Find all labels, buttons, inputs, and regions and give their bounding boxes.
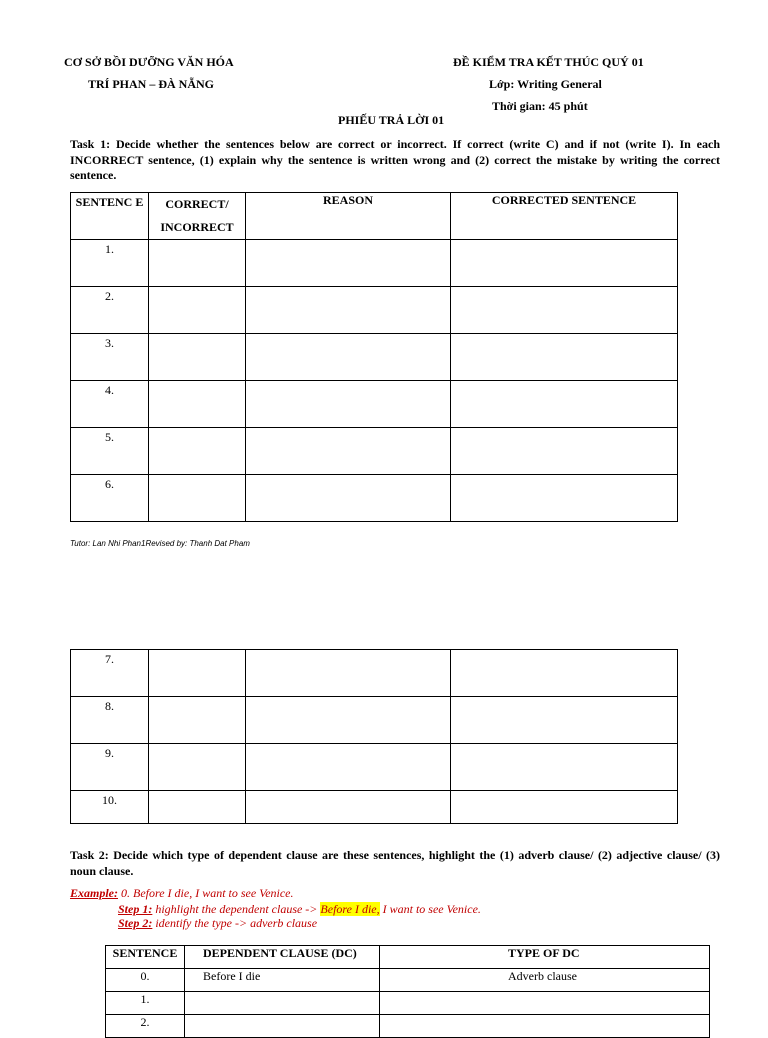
time-line [492, 99, 588, 114]
corrected-cell[interactable] [451, 697, 678, 744]
row-number: 5. [71, 428, 149, 475]
step1-rest: I want to see Venice. [379, 902, 481, 916]
answer-cell[interactable] [149, 697, 246, 744]
table-row [71, 334, 678, 381]
reason-cell[interactable] [246, 744, 451, 791]
exam-title: ĐỀ KIỂM TRA KẾT THÚC QUÝ 01 [453, 55, 644, 69]
school-name: CƠ SỞ BỒI DƯỠNG VĂN HÓA [64, 55, 234, 69]
table-row [71, 428, 678, 475]
step1-label: Step 1: [118, 902, 153, 916]
reason-cell[interactable] [246, 650, 451, 697]
col-corrected-sentence: CORRECTED SENTENCE [451, 193, 678, 240]
step1-text: highlight the dependent clause -> [152, 902, 321, 916]
answer-cell[interactable] [149, 744, 246, 791]
col-type-of-dc: TYPE OF DC [380, 946, 710, 969]
step1-line [118, 902, 481, 917]
col-reason: REASON [246, 193, 451, 240]
row-number: 9. [71, 744, 149, 791]
table-row [71, 744, 678, 791]
answer-cell[interactable] [149, 650, 246, 697]
row-number: 7. [71, 650, 149, 697]
corrected-cell[interactable] [451, 381, 678, 428]
task2-table [105, 945, 710, 1038]
dc-cell[interactable] [185, 1015, 380, 1038]
table-row [106, 992, 710, 1015]
table-row [106, 1015, 710, 1038]
class-value: Writing General [517, 77, 602, 91]
task1-table-continued [70, 649, 678, 824]
highlighted-clause: Before I die, [320, 902, 380, 916]
reason-cell[interactable] [246, 475, 451, 522]
step2-line [118, 916, 317, 931]
corrected-cell[interactable] [451, 240, 678, 287]
corrected-cell[interactable] [451, 650, 678, 697]
answer-cell[interactable] [149, 475, 246, 522]
table-row [71, 697, 678, 744]
row-number: 2. [71, 287, 149, 334]
col-sentence: SENTENC E [71, 193, 149, 240]
row-number: 6. [71, 475, 149, 522]
corrected-cell[interactable] [451, 791, 678, 824]
corrected-cell[interactable] [451, 334, 678, 381]
reason-cell[interactable] [246, 791, 451, 824]
page-footer: Tutor: Lan Nhi Phan1Revised by: Thanh Dat Pham [70, 539, 250, 548]
answer-cell[interactable] [149, 287, 246, 334]
task1-instructions: Task 1: Decide whether the sentences below are correct or incorrect. If correct (write C) and if not (write I). In each INCORRECT sentence, (1) explain why the sentence is written wrong and (2) correct the mistake by writing the correct sentence. [70, 137, 720, 182]
table-row [106, 969, 710, 992]
example-label: Example: [70, 886, 118, 900]
table-row [71, 650, 678, 697]
corrected-cell[interactable] [451, 428, 678, 475]
dc-cell[interactable]: Before I die [185, 969, 380, 992]
type-cell[interactable]: Adverb clause [380, 969, 710, 992]
answer-cell[interactable] [149, 791, 246, 824]
reason-cell[interactable] [246, 428, 451, 475]
step2-text: identify the type -> adverb clause [152, 916, 318, 930]
class-label: Lớp: [489, 77, 515, 91]
dc-cell[interactable] [185, 992, 380, 1015]
type-cell[interactable] [380, 992, 710, 1015]
reason-cell[interactable] [246, 287, 451, 334]
time-value: 45 phút [548, 99, 588, 113]
reason-cell[interactable] [246, 334, 451, 381]
task2-instructions: Task 2: Decide which type of dependent clause are these sentences, highlight the (1) adverb clause/ (2) adjective clause/ (3) noun clause. [70, 848, 720, 878]
step2-label: Step 2: [118, 916, 153, 930]
row-number: 8. [71, 697, 149, 744]
row-number: 3. [71, 334, 149, 381]
answer-cell[interactable] [149, 334, 246, 381]
row-number: 1. [106, 992, 185, 1015]
type-cell[interactable] [380, 1015, 710, 1038]
example-text: 0. Before I die, I want to see Venice. [118, 886, 294, 900]
task2-header-row [106, 946, 710, 969]
answer-cell[interactable] [149, 240, 246, 287]
corrected-cell[interactable] [451, 287, 678, 334]
class-line [489, 77, 602, 92]
reason-cell[interactable] [246, 381, 451, 428]
col-sentence-t2: SENTENCE [106, 946, 185, 969]
row-number: 10. [71, 791, 149, 824]
table-row [71, 240, 678, 287]
table-row [71, 381, 678, 428]
answer-cell[interactable] [149, 428, 246, 475]
table-row [71, 791, 678, 824]
row-number: 2. [106, 1015, 185, 1038]
corrected-cell[interactable] [451, 744, 678, 791]
row-number: 1. [71, 240, 149, 287]
school-location: TRÍ PHAN – ĐÀ NẴNG [88, 77, 214, 91]
table-row [71, 475, 678, 522]
task1-header-row [71, 193, 678, 240]
col-dependent-clause: DEPENDENT CLAUSE (DC) [185, 946, 380, 969]
time-label: Thời gian: [492, 99, 546, 113]
reason-cell[interactable] [246, 240, 451, 287]
table-row [71, 287, 678, 334]
reason-cell[interactable] [246, 697, 451, 744]
corrected-cell[interactable] [451, 475, 678, 522]
answer-cell[interactable] [149, 381, 246, 428]
example-line [70, 886, 294, 901]
task1-table [70, 192, 678, 522]
col-correct-incorrect: CORRECT/ INCORRECT [149, 193, 246, 240]
row-number: 4. [71, 381, 149, 428]
sheet-title: PHIẾU TRẢ LỜI 01 [338, 113, 445, 127]
row-number: 0. [106, 969, 185, 992]
